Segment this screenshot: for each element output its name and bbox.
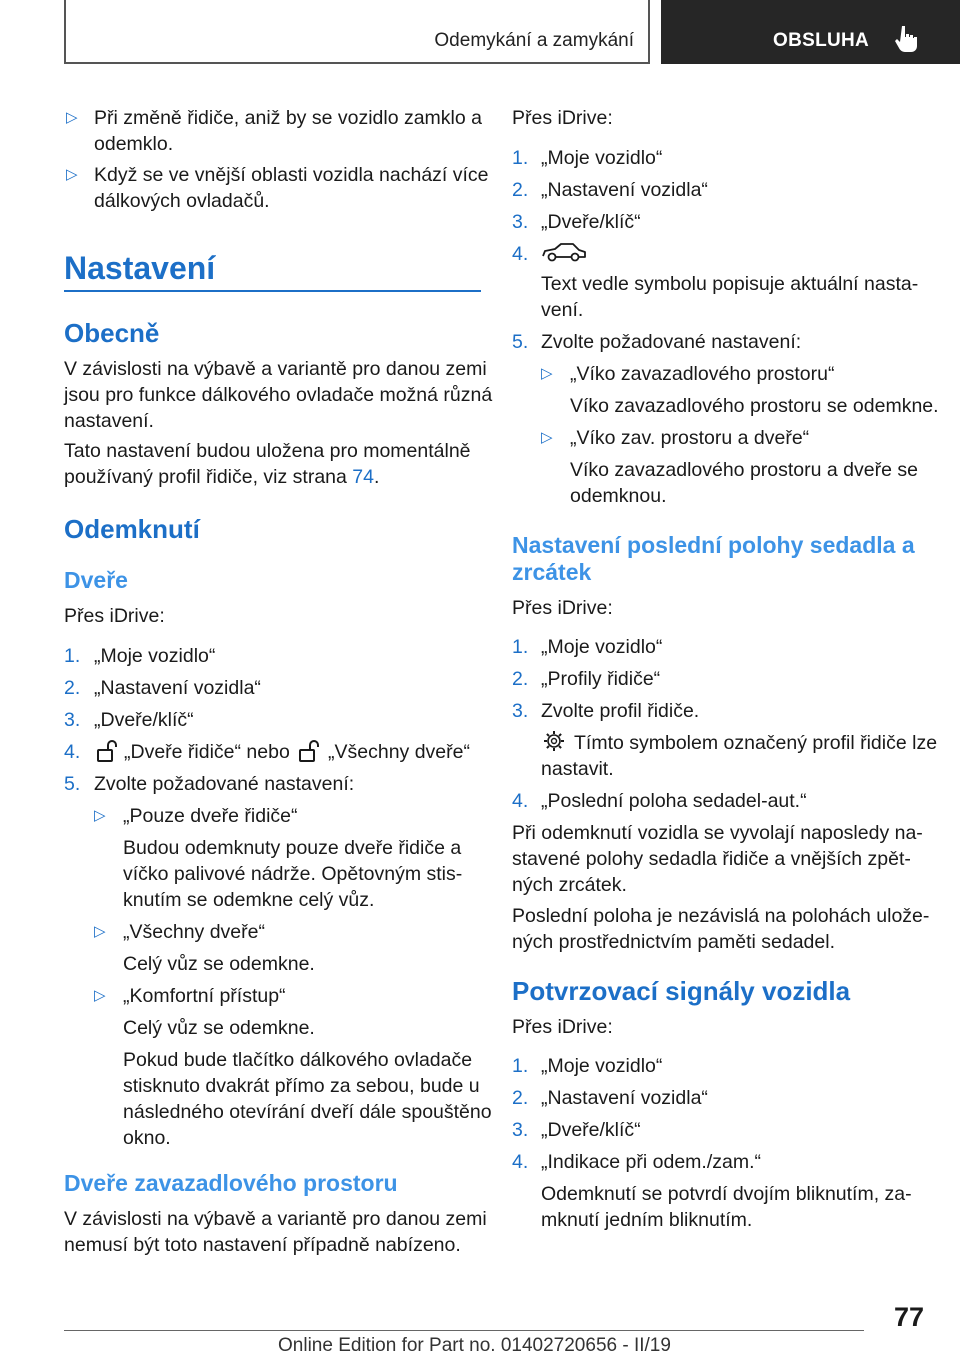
heading-settings: Nastavení <box>64 250 216 286</box>
step-text: Zvolte požadované nastavení: <box>541 331 802 353</box>
step-text: „Poslední poloha sedadel-aut.“ <box>541 790 807 812</box>
bullet-line: Když se ve vnější oblasti vozidla nachází více <box>94 164 489 186</box>
step-text: „Nastavení vozidla“ <box>541 179 708 201</box>
step-text: „Všechny dveře“ <box>328 741 470 763</box>
padlock-open-icon <box>298 739 320 763</box>
step-note: nastavit. <box>541 758 614 780</box>
page-number: 77 <box>894 1302 925 1332</box>
hand-pointer-icon <box>893 24 919 54</box>
header-section-title: Odemykání a zamykání <box>434 30 634 51</box>
option-desc: Víko zavazadlového prostoru a dveře se <box>570 459 918 481</box>
step-text: „Dveře řidiče“ nebo <box>124 741 290 763</box>
bullet-line: Při změně řidiče, aniž by se vozidlo zamklo a <box>94 107 482 129</box>
option-desc: Celý vůz se odemkne. <box>123 953 315 975</box>
step-text: „Moje vozidlo“ <box>541 147 663 169</box>
step-text: „Moje vozidlo“ <box>94 645 216 667</box>
option-marker: ▷ <box>94 807 106 824</box>
step-text: Zvolte požadované nastavení: <box>94 773 355 795</box>
option-marker: ▷ <box>541 429 553 446</box>
step-text: „Dveře/klíč“ <box>94 709 194 731</box>
heading-confirmation-signals: Potvrzovací signály vozidla <box>512 976 851 1006</box>
via-idrive-label: Přes iDrive: <box>512 1016 613 1038</box>
option-desc: stisknuto dvakrát přímo za sebou, bude u <box>123 1075 480 1097</box>
option-desc: odemknou. <box>570 485 667 507</box>
option-desc: Budou odemknuty pouze dveře řidiče a <box>123 837 462 859</box>
option-desc: následného otevírání dveří dále spouštěno <box>123 1101 492 1123</box>
paragraph-line: Tato nastavení budou uložena pro momentálně <box>64 440 471 462</box>
heading-seat-memory: zrcátek <box>512 559 592 585</box>
option-desc: Celý vůz se odemkne. <box>123 1017 315 1039</box>
paragraph-line: ných zrcátek. <box>512 874 627 896</box>
step-text: „Profily řidiče“ <box>541 668 661 690</box>
step-number: 3. <box>64 709 81 731</box>
heading-doors: Dveře <box>64 567 128 593</box>
paragraph-line: V závislosti na výbavě a variantě pro danou zemi <box>64 1208 487 1230</box>
step-text: vení. <box>541 299 584 321</box>
paragraph-line: V závislosti na výbavě a variantě pro danou zemi <box>64 358 487 380</box>
option-desc: víčko palivové nádrže. Opětovným stis- <box>123 863 463 885</box>
step-number: 4. <box>512 790 529 812</box>
paragraph-line: Poslední poloha je nezávislá na polohách ulože- <box>512 905 930 927</box>
header-chapter-tab <box>661 0 960 64</box>
step-number: 1. <box>64 645 81 667</box>
step-note: mknutí jedním bliknutím. <box>541 1209 753 1231</box>
step-text: „Moje vozidlo“ <box>541 636 663 658</box>
step-text: „Nastavení vozidla“ <box>541 1087 708 1109</box>
step-text: „Dveře/klíč“ <box>541 1119 641 1141</box>
heading-trunk: Dveře zavazadlového prostoru <box>64 1170 398 1196</box>
option-title: „Komfortní přístup“ <box>123 985 286 1007</box>
option-title: „Pouze dveře řidiče“ <box>123 805 298 827</box>
step-text: „Dveře/klíč“ <box>541 211 641 233</box>
paragraph-line: Při odemknutí vozidla se vyvolají naposledy na- <box>512 822 923 844</box>
paragraph-line: ných prostřednictvím paměti sedadel. <box>512 931 835 953</box>
bullet-line: odemklo. <box>94 133 174 155</box>
paragraph-line: nastavení. <box>64 410 154 432</box>
option-title: „Víko zavazadlového prostoru“ <box>570 363 835 385</box>
step-number: 2. <box>512 1087 529 1109</box>
bullet-line: dálkových ovladačů. <box>94 190 270 212</box>
footer-edition: Online Edition for Part no. 01402720656 - II/19 <box>278 1335 671 1356</box>
bullet-marker: ▷ <box>66 109 78 126</box>
heading-unlock: Odemknutí <box>64 514 200 544</box>
step-text: Zvolte profil řidiče. <box>541 700 700 722</box>
option-marker: ▷ <box>541 365 553 382</box>
step-number: 1. <box>512 636 529 658</box>
option-desc: Pokud bude tlačítko dálkového ovladače <box>123 1049 473 1071</box>
step-number: 3. <box>512 211 529 233</box>
car-icon <box>541 241 587 263</box>
padlock-open-icon <box>96 739 118 763</box>
page-reference-link[interactable]: 74 <box>352 466 374 488</box>
step-number: 5. <box>64 773 81 795</box>
option-desc: Víko zavazadlového prostoru se odemkne. <box>570 395 939 417</box>
via-idrive-label: Přes iDrive: <box>64 605 165 627</box>
paragraph-line: nemusí být toto nastavení případně nabízeno. <box>64 1234 461 1256</box>
option-marker: ▷ <box>94 987 106 1004</box>
step-number: 3. <box>512 700 529 722</box>
bullet-marker: ▷ <box>66 166 78 183</box>
via-idrive-label: Přes iDrive: <box>512 107 613 129</box>
header-chapter-label: OBSLUHA <box>773 30 870 51</box>
step-number: 4. <box>64 741 81 763</box>
option-title: „Všechny dveře“ <box>123 921 265 943</box>
step-text: „Indikace při odem./zam.“ <box>541 1151 761 1173</box>
step-note: Tímto symbolem označený profil řidiče lze <box>574 732 938 754</box>
heading-seat-memory: Nastavení poslední polohy sedadla a <box>512 532 915 558</box>
gear-icon <box>543 730 565 752</box>
paragraph-line: používaný profil řidiče, viz strana 74. <box>64 466 380 488</box>
step-number: 4. <box>512 1151 529 1173</box>
step-number: 4. <box>512 243 529 265</box>
step-note: Odemknutí se potvrdí dvojím bliknutím, za- <box>541 1183 912 1205</box>
step-text: Text vedle symbolu popisuje aktuální nasta- <box>541 273 919 295</box>
step-number: 1. <box>512 1055 529 1077</box>
heading-underline <box>64 290 481 292</box>
via-idrive-label: Přes iDrive: <box>512 597 613 619</box>
step-number: 5. <box>512 331 529 353</box>
option-desc: knutím se odemkne celý vůz. <box>123 889 375 911</box>
paragraph-line: jsou pro funkce dálkového ovladače možná různá <box>64 384 493 406</box>
header-section-box <box>64 0 650 64</box>
footer-rule <box>64 1330 864 1331</box>
option-marker: ▷ <box>94 923 106 940</box>
step-text: „Nastavení vozidla“ <box>94 677 261 699</box>
paragraph-line: stavené polohy sedadla řidiče a vnějších zpět- <box>512 848 911 870</box>
step-number: 2. <box>512 179 529 201</box>
heading-general: Obecně <box>64 318 160 348</box>
option-title: „Víko zav. prostoru a dveře“ <box>570 427 810 449</box>
step-number: 3. <box>512 1119 529 1141</box>
step-number: 2. <box>64 677 81 699</box>
step-text: „Moje vozidlo“ <box>541 1055 663 1077</box>
step-number: 1. <box>512 147 529 169</box>
option-desc: okno. <box>123 1127 171 1149</box>
step-number: 2. <box>512 668 529 690</box>
